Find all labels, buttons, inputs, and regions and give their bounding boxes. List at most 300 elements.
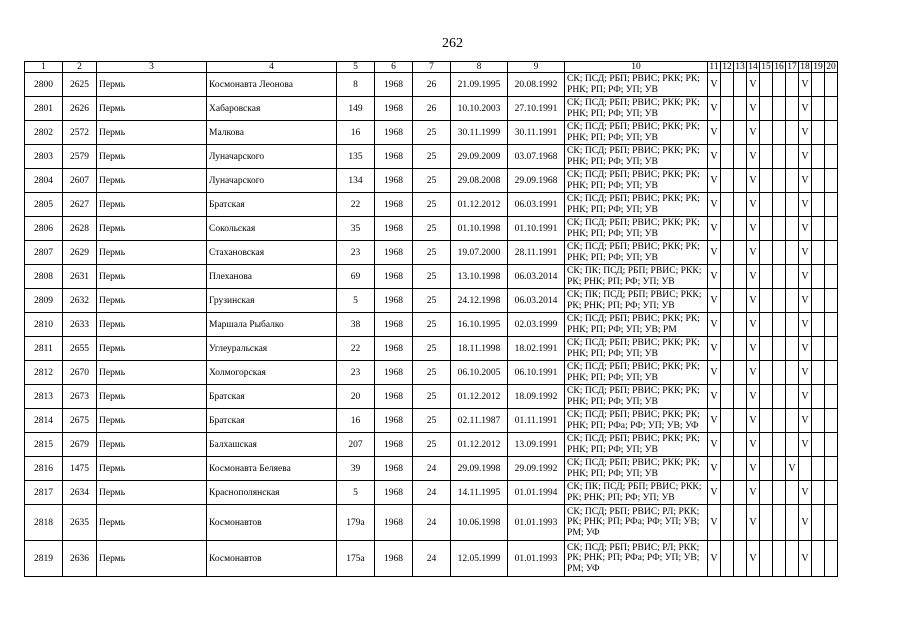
- cell-col-14: V: [747, 361, 760, 385]
- column-header-16: 16: [774, 62, 784, 72]
- cell-col-6: 1968: [375, 409, 413, 433]
- cell-col-16: [773, 313, 786, 337]
- cell-col-3: Пермь: [97, 193, 207, 217]
- cell-col-10: СК; ПСД; РБП; РВИС; РКК; РК; РНК; РП; РФ; УП; УВ: [565, 145, 708, 169]
- cell-col-2: 2572: [63, 121, 97, 145]
- table-row: [25, 481, 838, 505]
- cell-col-4: Космонавта Леонова: [207, 73, 337, 97]
- cell-col-20: [825, 265, 838, 289]
- cell-col-14: V: [747, 385, 760, 409]
- cell-col-8: 24.12.1998: [451, 289, 508, 313]
- cell-col-9: 01.10.1991: [508, 217, 565, 241]
- cell-col-12: [721, 361, 734, 385]
- cell-col-4: Братская: [207, 193, 337, 217]
- cell-col-18: V: [799, 73, 812, 97]
- cell-col-19: [812, 265, 825, 289]
- cell-col-5: 22: [337, 337, 375, 361]
- cell-col-12: [721, 265, 734, 289]
- cell-col-10: СК; ПК; ПСД; РБП; РВИС; РКК; РК; РНК; РП; РФ; УП; УВ: [565, 481, 708, 505]
- cell-col-7: 25: [413, 385, 451, 409]
- cell-col-7: 25: [413, 145, 451, 169]
- cell-col-12: [721, 121, 734, 145]
- cell-col-20: [825, 505, 838, 541]
- cell-col-7: 26: [413, 97, 451, 121]
- cell-col-20: [825, 457, 838, 481]
- cell-col-5: 38: [337, 313, 375, 337]
- cell-col-19: [812, 457, 825, 481]
- cell-col-7: 25: [413, 409, 451, 433]
- cell-col-1: 2806: [25, 217, 63, 241]
- cell-col-19: [812, 169, 825, 193]
- cell-col-15: [760, 265, 773, 289]
- cell-col-11: V: [708, 481, 721, 505]
- table-row: [25, 433, 838, 457]
- cell-col-16: [773, 409, 786, 433]
- cell-col-10: СК; ПСД; РБП; РВИС; РКК; РК; РНК; РП; РФ; УП; УВ: [565, 169, 708, 193]
- cell-col-18: V: [799, 169, 812, 193]
- cell-col-17: [786, 97, 799, 121]
- cell-col-5: 69: [337, 265, 375, 289]
- cell-col-11: V: [708, 145, 721, 169]
- table-row: [25, 337, 838, 361]
- cell-col-8: 02.11.1987: [451, 409, 508, 433]
- cell-col-7: 25: [413, 361, 451, 385]
- cell-col-15: [760, 433, 773, 457]
- cell-col-1: 2815: [25, 433, 63, 457]
- cell-col-17: [786, 217, 799, 241]
- cell-col-2: 2679: [63, 433, 97, 457]
- cell-col-15: [760, 145, 773, 169]
- cell-col-3: Пермь: [97, 97, 207, 121]
- cell-col-17: [786, 169, 799, 193]
- cell-col-6: 1968: [375, 169, 413, 193]
- column-header-17: 17: [787, 62, 797, 72]
- cell-col-1: 2812: [25, 361, 63, 385]
- cell-col-18: V: [799, 313, 812, 337]
- cell-col-2: 2636: [63, 541, 97, 577]
- cell-col-1: 2818: [25, 505, 63, 541]
- cell-col-6: 1968: [375, 433, 413, 457]
- table-row: [25, 73, 838, 97]
- cell-col-13: [734, 241, 747, 265]
- table-row: [25, 241, 838, 265]
- cell-col-1: 2810: [25, 313, 63, 337]
- cell-col-8: 18.11.1998: [451, 337, 508, 361]
- cell-col-16: [773, 505, 786, 541]
- cell-col-13: [734, 73, 747, 97]
- cell-col-9: 30.11.1991: [508, 121, 565, 145]
- cell-col-17: [786, 505, 799, 541]
- cell-col-6: 1968: [375, 481, 413, 505]
- cell-col-4: Космонавтов: [207, 505, 337, 541]
- cell-col-19: [812, 193, 825, 217]
- cell-col-10: СК; ПСД; РБП; РВИС; РКК; РК; РНК; РП; РФ; УП; УВ: [565, 121, 708, 145]
- cell-col-11: V: [708, 433, 721, 457]
- cell-col-20: [825, 241, 838, 265]
- table-row: [25, 457, 838, 481]
- cell-col-5: 5: [337, 481, 375, 505]
- cell-col-20: [825, 337, 838, 361]
- cell-col-19: [812, 385, 825, 409]
- cell-col-12: [721, 505, 734, 541]
- cell-col-7: 25: [413, 313, 451, 337]
- registry-table: [24, 61, 838, 577]
- cell-col-18: V: [799, 265, 812, 289]
- cell-col-14: V: [747, 73, 760, 97]
- column-header-8: 8: [451, 62, 508, 73]
- cell-col-20: [825, 121, 838, 145]
- column-header-1: 1: [25, 62, 63, 73]
- cell-col-15: [760, 409, 773, 433]
- cell-col-19: [812, 361, 825, 385]
- cell-col-8: 30.11.1999: [451, 121, 508, 145]
- cell-col-20: [825, 217, 838, 241]
- cell-col-13: [734, 289, 747, 313]
- cell-col-2: 2579: [63, 145, 97, 169]
- column-header-11: 11: [709, 62, 719, 72]
- cell-col-8: 29.09.1998: [451, 457, 508, 481]
- cell-col-8: 16.10.1995: [451, 313, 508, 337]
- cell-col-18: V: [799, 97, 812, 121]
- cell-col-6: 1968: [375, 241, 413, 265]
- cell-col-9: 20.08.1992: [508, 73, 565, 97]
- cell-col-19: [812, 145, 825, 169]
- cell-col-17: [786, 481, 799, 505]
- cell-col-20: [825, 73, 838, 97]
- cell-col-12: [721, 289, 734, 313]
- cell-col-3: Пермь: [97, 217, 207, 241]
- cell-col-4: Балхашская: [207, 433, 337, 457]
- cell-col-1: 2805: [25, 193, 63, 217]
- cell-col-9: 06.10.1991: [508, 361, 565, 385]
- cell-col-3: Пермь: [97, 433, 207, 457]
- cell-col-7: 24: [413, 505, 451, 541]
- cell-col-16: [773, 169, 786, 193]
- cell-col-18: V: [799, 241, 812, 265]
- cell-col-15: [760, 505, 773, 541]
- cell-col-2: 2629: [63, 241, 97, 265]
- cell-col-13: [734, 313, 747, 337]
- cell-col-4: Космонавта Беляева: [207, 457, 337, 481]
- cell-col-11: V: [708, 121, 721, 145]
- cell-col-3: Пермь: [97, 313, 207, 337]
- cell-col-12: [721, 457, 734, 481]
- cell-col-18: V: [799, 145, 812, 169]
- cell-col-3: Пермь: [97, 409, 207, 433]
- cell-col-5: 149: [337, 97, 375, 121]
- cell-col-20: [825, 481, 838, 505]
- cell-col-13: [734, 541, 747, 577]
- cell-col-14: V: [747, 409, 760, 433]
- cell-col-16: [773, 385, 786, 409]
- cell-col-12: [721, 541, 734, 577]
- cell-col-10: СК; ПСД; РБП; РВИС; РКК; РК; РНК; РП; РФ; УП; УВ: [565, 97, 708, 121]
- cell-col-18: V: [799, 193, 812, 217]
- cell-col-10: СК; ПСД; РБП; РВИС; РКК; РК; РНК; РП; РФ; УП; УВ: [565, 241, 708, 265]
- cell-col-20: [825, 289, 838, 313]
- cell-col-13: [734, 217, 747, 241]
- table-row: [25, 385, 838, 409]
- cell-col-10: СК; ПСД; РБП; РВИС; РКК; РК; РНК; РП; РФ; УП; УВ; РМ: [565, 313, 708, 337]
- cell-col-20: [825, 97, 838, 121]
- cell-col-10: СК; ПСД; РБП; РВИС; РКК; РК; РНК; РП; РФ; УП; УВ: [565, 385, 708, 409]
- cell-col-15: [760, 457, 773, 481]
- cell-col-1: 2811: [25, 337, 63, 361]
- cell-col-1: 2807: [25, 241, 63, 265]
- cell-col-11: V: [708, 409, 721, 433]
- cell-col-6: 1968: [375, 361, 413, 385]
- cell-col-6: 1968: [375, 193, 413, 217]
- cell-col-15: [760, 169, 773, 193]
- cell-col-19: [812, 313, 825, 337]
- cell-col-12: [721, 481, 734, 505]
- table-row: [25, 97, 838, 121]
- cell-col-15: [760, 361, 773, 385]
- cell-col-13: [734, 409, 747, 433]
- table-row: [25, 289, 838, 313]
- column-header-3: 3: [97, 62, 207, 73]
- cell-col-17: [786, 265, 799, 289]
- cell-col-9: 01.01.1993: [508, 541, 565, 577]
- cell-col-8: 01.10.1998: [451, 217, 508, 241]
- cell-col-6: 1968: [375, 265, 413, 289]
- cell-col-13: [734, 481, 747, 505]
- cell-col-6: 1968: [375, 457, 413, 481]
- cell-col-1: 2814: [25, 409, 63, 433]
- cell-col-14: V: [747, 169, 760, 193]
- cell-col-8: 01.12.2012: [451, 433, 508, 457]
- cell-col-19: [812, 217, 825, 241]
- cell-col-12: [721, 385, 734, 409]
- cell-col-14: V: [747, 505, 760, 541]
- cell-col-14: V: [747, 541, 760, 577]
- cell-col-18: V: [799, 217, 812, 241]
- cell-col-10: СК; ПСД; РБП; РВИС; РКК; РК; РНК; РП; РФа; РФ; УП; УВ; УФ: [565, 409, 708, 433]
- cell-col-9: 18.02.1991: [508, 337, 565, 361]
- cell-col-10: СК; ПСД; РБП; РВИС; РКК; РК; РНК; РП; РФ; УП; УВ: [565, 193, 708, 217]
- cell-col-2: 2631: [63, 265, 97, 289]
- cell-col-5: 35: [337, 217, 375, 241]
- cell-col-9: 27.10.1991: [508, 97, 565, 121]
- column-header-18: 18: [800, 62, 810, 72]
- cell-col-1: 2813: [25, 385, 63, 409]
- cell-col-5: 134: [337, 169, 375, 193]
- cell-col-1: 2819: [25, 541, 63, 577]
- cell-col-12: [721, 241, 734, 265]
- cell-col-10: СК; ПСД; РБП; РВИС; РКК; РК; РНК; РП; РФ; УП; УВ: [565, 457, 708, 481]
- cell-col-5: 135: [337, 145, 375, 169]
- cell-col-15: [760, 385, 773, 409]
- cell-col-20: [825, 433, 838, 457]
- column-header-4: 4: [207, 62, 337, 73]
- cell-col-18: V: [799, 409, 812, 433]
- cell-col-15: [760, 193, 773, 217]
- cell-col-13: [734, 385, 747, 409]
- cell-col-9: 03.07.1968: [508, 145, 565, 169]
- cell-col-19: [812, 97, 825, 121]
- cell-col-6: 1968: [375, 217, 413, 241]
- table-body: [25, 73, 838, 577]
- cell-col-2: 2628: [63, 217, 97, 241]
- cell-col-14: V: [747, 97, 760, 121]
- table-row: [25, 193, 838, 217]
- cell-col-11: V: [708, 73, 721, 97]
- cell-col-18: V: [799, 337, 812, 361]
- cell-col-7: 25: [413, 193, 451, 217]
- cell-col-16: [773, 73, 786, 97]
- cell-col-13: [734, 361, 747, 385]
- cell-col-6: 1968: [375, 385, 413, 409]
- cell-col-12: [721, 217, 734, 241]
- column-header-19: 19: [813, 62, 823, 72]
- cell-col-9: 01.01.1994: [508, 481, 565, 505]
- cell-col-12: [721, 433, 734, 457]
- cell-col-18: V: [799, 541, 812, 577]
- cell-col-15: [760, 121, 773, 145]
- column-header-13: 13: [735, 62, 745, 72]
- cell-col-2: 2634: [63, 481, 97, 505]
- cell-col-20: [825, 145, 838, 169]
- table-row: [25, 145, 838, 169]
- cell-col-16: [773, 457, 786, 481]
- cell-col-9: 01.11.1991: [508, 409, 565, 433]
- cell-col-1: 2800: [25, 73, 63, 97]
- cell-col-11: V: [708, 265, 721, 289]
- cell-col-7: 25: [413, 265, 451, 289]
- cell-col-8: 10.06.1998: [451, 505, 508, 541]
- cell-col-12: [721, 73, 734, 97]
- cell-col-7: 26: [413, 73, 451, 97]
- cell-col-6: 1968: [375, 313, 413, 337]
- cell-col-15: [760, 217, 773, 241]
- cell-col-11: V: [708, 193, 721, 217]
- column-header-7: 7: [413, 62, 451, 73]
- cell-col-5: 39: [337, 457, 375, 481]
- cell-col-17: [786, 145, 799, 169]
- cell-col-12: [721, 313, 734, 337]
- cell-col-17: [786, 361, 799, 385]
- cell-col-17: [786, 289, 799, 313]
- cell-col-8: 14.11.1995: [451, 481, 508, 505]
- cell-col-8: 29.09.2009: [451, 145, 508, 169]
- cell-col-14: V: [747, 313, 760, 337]
- cell-col-15: [760, 97, 773, 121]
- cell-col-10: СК; ПСД; РБП; РВИС; РКК; РК; РНК; РП; РФ; УП; УВ: [565, 361, 708, 385]
- cell-col-14: V: [747, 241, 760, 265]
- cell-col-12: [721, 169, 734, 193]
- cell-col-13: [734, 433, 747, 457]
- cell-col-8: 19.07.2000: [451, 241, 508, 265]
- cell-col-18: [799, 457, 812, 481]
- cell-col-8: 10.10.2003: [451, 97, 508, 121]
- cell-col-4: Углеуральская: [207, 337, 337, 361]
- cell-col-19: [812, 481, 825, 505]
- cell-col-14: V: [747, 289, 760, 313]
- cell-col-1: 2809: [25, 289, 63, 313]
- cell-col-6: 1968: [375, 541, 413, 577]
- column-header-2: 2: [63, 62, 97, 73]
- cell-col-11: V: [708, 289, 721, 313]
- cell-col-17: [786, 313, 799, 337]
- cell-col-4: Маршала Рыбалко: [207, 313, 337, 337]
- cell-col-11: V: [708, 457, 721, 481]
- cell-col-2: 2635: [63, 505, 97, 541]
- cell-col-1: 2801: [25, 97, 63, 121]
- cell-col-7: 25: [413, 241, 451, 265]
- cell-col-5: 207: [337, 433, 375, 457]
- cell-col-6: 1968: [375, 337, 413, 361]
- cell-col-9: 29.09.1992: [508, 457, 565, 481]
- cell-col-7: 25: [413, 433, 451, 457]
- cell-col-17: [786, 337, 799, 361]
- cell-col-3: Пермь: [97, 265, 207, 289]
- table-row: [25, 217, 838, 241]
- cell-col-2: 2675: [63, 409, 97, 433]
- cell-col-11: V: [708, 361, 721, 385]
- cell-col-11: V: [708, 385, 721, 409]
- cell-col-5: 23: [337, 361, 375, 385]
- cell-col-17: [786, 193, 799, 217]
- table-row: [25, 505, 838, 541]
- cell-col-9: 18.09.1992: [508, 385, 565, 409]
- cell-col-1: 2802: [25, 121, 63, 145]
- cell-col-5: 8: [337, 73, 375, 97]
- cell-col-17: [786, 433, 799, 457]
- cell-col-20: [825, 313, 838, 337]
- cell-col-17: [786, 121, 799, 145]
- cell-col-14: V: [747, 145, 760, 169]
- cell-col-6: 1968: [375, 289, 413, 313]
- table-row: [25, 409, 838, 433]
- cell-col-3: Пермь: [97, 145, 207, 169]
- column-header-15: 15: [761, 62, 771, 72]
- cell-col-5: 16: [337, 409, 375, 433]
- cell-col-18: V: [799, 481, 812, 505]
- cell-col-10: СК; ПСД; РБП; РВИС; РКК; РК; РНК; РП; РФ; УП; УВ: [565, 217, 708, 241]
- cell-col-13: [734, 505, 747, 541]
- cell-col-9: 02.03.1999: [508, 313, 565, 337]
- cell-col-16: [773, 481, 786, 505]
- cell-col-8: 12.05.1999: [451, 541, 508, 577]
- cell-col-2: 2655: [63, 337, 97, 361]
- cell-col-10: СК; ПСД; РБП; РВИС; РЛ; РКК; РК; РНК; РП; РФа; РФ; УП; УВ; РМ; УФ: [565, 505, 708, 541]
- cell-col-8: 13.10.1998: [451, 265, 508, 289]
- cell-col-16: [773, 361, 786, 385]
- cell-col-8: 01.12.2012: [451, 385, 508, 409]
- cell-col-12: [721, 193, 734, 217]
- cell-col-1: 2816: [25, 457, 63, 481]
- cell-col-7: 24: [413, 541, 451, 577]
- cell-col-3: Пермь: [97, 169, 207, 193]
- cell-col-16: [773, 217, 786, 241]
- cell-col-4: Хабаровская: [207, 97, 337, 121]
- cell-col-1: 2803: [25, 145, 63, 169]
- cell-col-8: 06.10.2005: [451, 361, 508, 385]
- cell-col-3: Пермь: [97, 361, 207, 385]
- cell-col-17: [786, 541, 799, 577]
- cell-col-15: [760, 313, 773, 337]
- cell-col-3: Пермь: [97, 121, 207, 145]
- cell-col-10: СК; ПК; ПСД; РБП; РВИС; РКК; РК; РНК; РП; РФ; УП; УВ: [565, 289, 708, 313]
- cell-col-7: 25: [413, 289, 451, 313]
- cell-col-7: 24: [413, 481, 451, 505]
- cell-col-13: [734, 337, 747, 361]
- cell-col-5: 179а: [337, 505, 375, 541]
- cell-col-15: [760, 541, 773, 577]
- cell-col-11: V: [708, 541, 721, 577]
- cell-col-9: 06.03.2014: [508, 289, 565, 313]
- cell-col-2: 2607: [63, 169, 97, 193]
